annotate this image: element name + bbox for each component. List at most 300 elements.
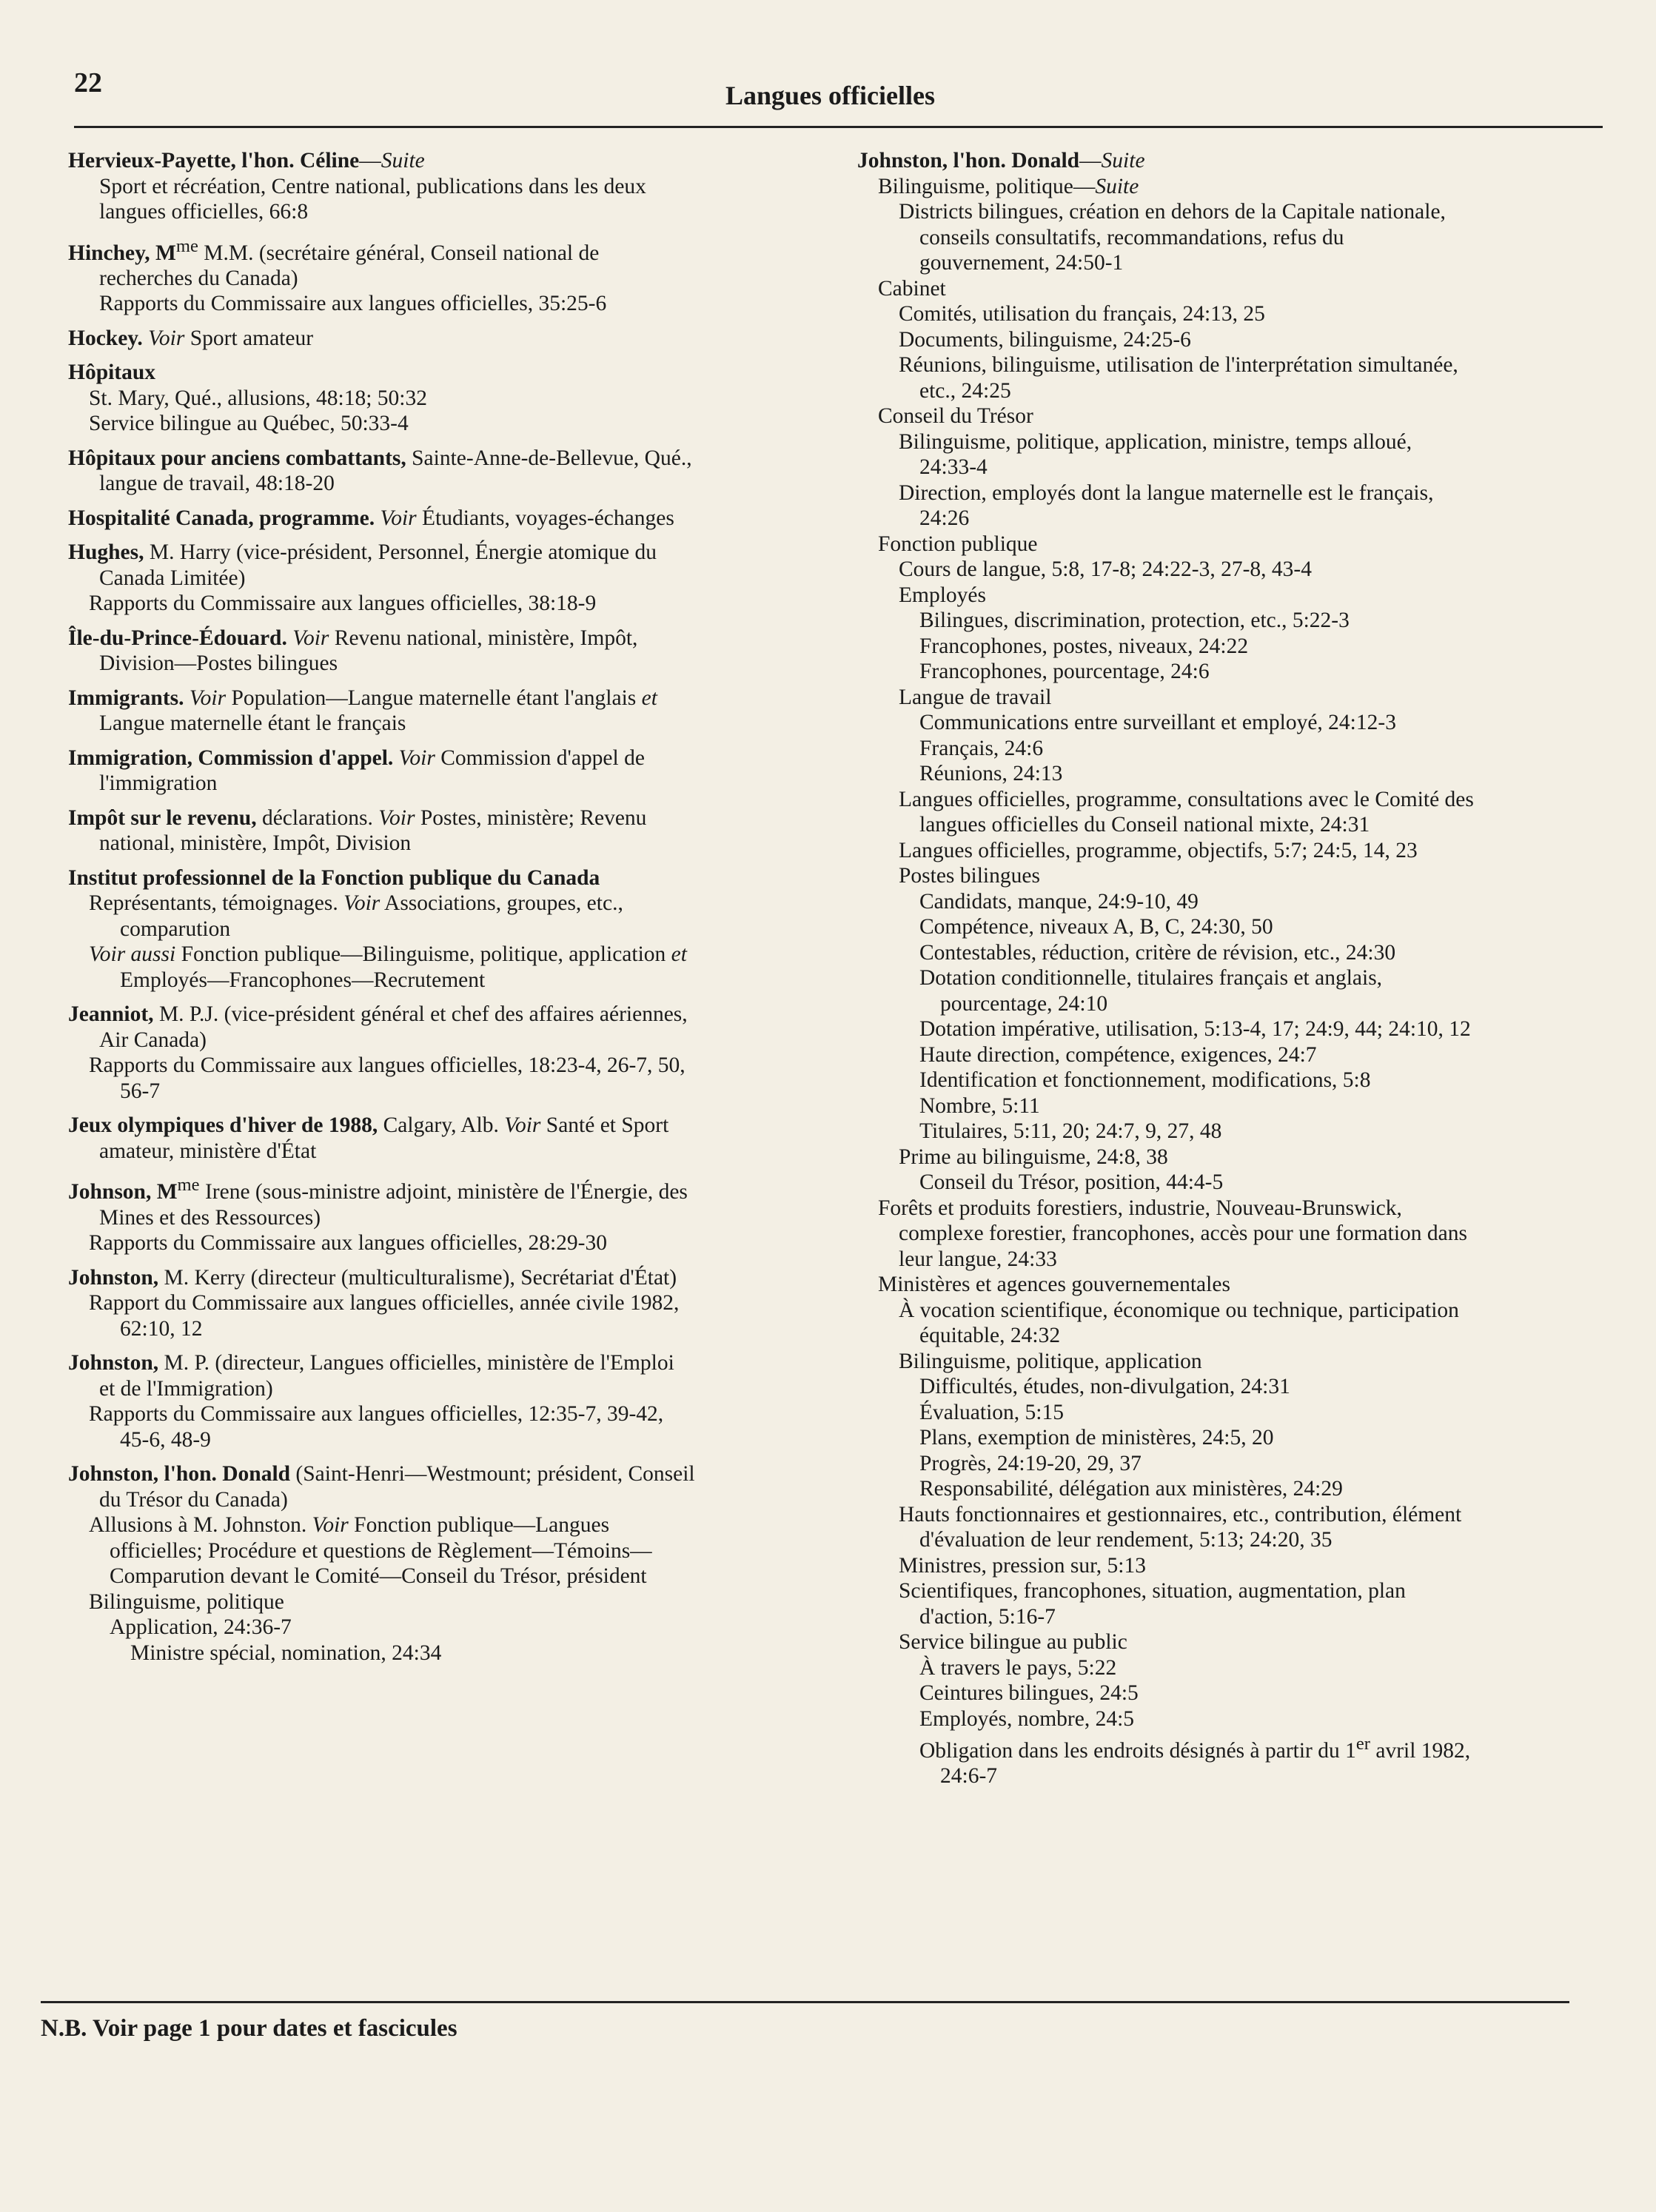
text-segment: Johnston, (68, 1351, 159, 1375)
text-segment: Division—Postes bilingues (99, 651, 338, 676)
text-segment: Contestables, réduction, critère de révision, etc., 24:30 (919, 940, 1396, 965)
index-heading-line (68, 626, 823, 651)
index-subentry-line (857, 1119, 1598, 1144)
index-column-left (68, 148, 823, 1675)
text-segment: Employés—Francophones—Recrutement (120, 968, 486, 992)
index-entry (68, 745, 823, 797)
text-segment: Bilinguisme, politique, application, ministre, temps alloué, (899, 429, 1412, 454)
text-segment: Dotation conditionnelle, titulaires français et anglais, (919, 966, 1383, 990)
text-segment: Hervieux-Payette, l'hon. Céline (68, 149, 360, 172)
index-subentry-line (857, 583, 1598, 609)
index-subentry-line (857, 991, 1598, 1017)
index-subentry-line (68, 266, 823, 292)
index-subentry-line (68, 1139, 823, 1164)
text-segment: Canada Limitée) (99, 566, 246, 590)
index-subentry-line (857, 1553, 1598, 1579)
text-segment: avril 1982, (1370, 1738, 1471, 1763)
text-segment: 24:33-4 (919, 455, 988, 479)
text-segment: Plans, exemption de ministères, 24:5, 20 (919, 1426, 1274, 1449)
index-subentry-line (68, 1376, 823, 1402)
text-segment: Hôpitaux (68, 361, 156, 385)
text-segment: Ceintures bilingues, 24:5 (919, 1681, 1139, 1705)
index-subentry-line (68, 1230, 823, 1256)
index-subentry-line (857, 1196, 1598, 1221)
text-segment: Voir (504, 1113, 541, 1138)
text-segment: 62:10, 12 (120, 1316, 203, 1341)
index-subentry-line (857, 1016, 1598, 1042)
text-segment: Responsabilité, délégation aux ministères, 24:29 (919, 1477, 1343, 1501)
index-subentry-line (857, 863, 1598, 889)
index-heading-line (68, 1350, 823, 1376)
index-entry (68, 446, 823, 497)
text-segment: M. Kerry (directeur (multiculturalisme), Secrétariat d'État) (158, 1265, 677, 1290)
index-heading-line (68, 506, 823, 532)
text-segment: 56-7 (120, 1079, 161, 1103)
text-segment: Réunions, 24:13 (919, 762, 1063, 785)
footer-note: N.B. Voir page 1 pour dates et fascicules (41, 2015, 457, 2042)
index-subentry-line (857, 1425, 1598, 1451)
index-entry (68, 865, 823, 993)
text-segment: Rapports du Commissaire aux langues officielles, 18:23-4, 26-7, 50, (89, 1053, 685, 1078)
index-entry (857, 148, 1598, 1789)
index-heading-line (68, 446, 823, 472)
index-subentry-line (68, 1290, 823, 1316)
text-segment: Rapports du Commissaire aux langues officielles, 38:18-9 (89, 591, 597, 616)
text-segment: Ministre spécial, nomination, 24:34 (130, 1640, 442, 1665)
text-segment: Hauts fonctionnaires et gestionnaires, etc., contribution, élément (899, 1502, 1462, 1526)
text-segment: Hospitalité Canada, programme. (68, 506, 381, 530)
text-segment: Johnston, (68, 1265, 159, 1290)
text-segment: équitable, 24:32 (919, 1324, 1061, 1347)
text-segment: Réunions, bilinguisme, utilisation de l'interprétation simultanée, (899, 353, 1458, 377)
text-segment: Immigration, Commission d'appel. (68, 745, 399, 770)
text-segment: Employés (899, 583, 986, 607)
text-segment: Hinchey, M (68, 241, 176, 265)
index-subentry-line (857, 1170, 1598, 1196)
index-subentry-line (857, 710, 1598, 736)
text-segment: Immigrants. (68, 686, 190, 710)
text-segment: comparution (120, 916, 231, 941)
text-segment: Rapports du Commissaire aux langues officielles, 35:25-6 (99, 292, 607, 316)
index-subentry-line (68, 968, 823, 993)
text-segment: Cours de langue, 5:8, 17-8; 24:22-3, 27-8, 43-4 (899, 557, 1312, 581)
text-segment: Johnson, M (68, 1180, 178, 1204)
text-segment: Conseil du Trésor (878, 404, 1033, 428)
index-subentry-line (857, 403, 1598, 429)
text-segment: Documents, bilinguisme, 24:25-6 (899, 327, 1191, 352)
index-subentry-line (68, 942, 823, 968)
text-segment: Johnston, l'hon. Donald (68, 1462, 291, 1487)
index-heading-line (68, 1173, 823, 1204)
index-subentry-line (857, 199, 1598, 225)
text-segment: M. P. (directeur, Langues officielles, ministère de l'Emploi (158, 1351, 674, 1375)
text-segment: officielles; Procédure et questions de Règlement—Témoins— (110, 1538, 652, 1563)
index-subentry-line (68, 891, 823, 916)
index-subentry-line (857, 685, 1598, 711)
text-segment: Bilingues, discrimination, protection, etc., 5:22-3 (919, 609, 1350, 632)
text-segment: Candidats, manque, 24:9-10, 49 (919, 889, 1199, 914)
text-segment: Cabinet (878, 276, 946, 301)
index-heading-line (857, 148, 1598, 174)
text-segment: gouvernement, 24:50-1 (919, 251, 1124, 275)
text-segment: et (671, 942, 687, 967)
index-subentry-line (857, 225, 1598, 251)
index-subentry-line (68, 1401, 823, 1427)
index-subentry-line (68, 1316, 823, 1342)
text-segment: Jeanniot, (68, 1002, 154, 1027)
index-subentry-line (68, 566, 823, 591)
text-segment: Service bilingue au public (899, 1630, 1127, 1654)
index-subentry-line (68, 199, 823, 225)
index-entry (68, 1173, 823, 1256)
index-entry (68, 1265, 823, 1342)
index-heading-line (68, 326, 823, 352)
text-segment: langue de travail, 48:18-20 (99, 472, 335, 496)
index-subentry-line (857, 1655, 1598, 1681)
index-heading-line (68, 148, 823, 174)
text-segment: Compétence, niveaux A, B, C, 24:30, 50 (919, 915, 1273, 939)
index-entry (68, 540, 823, 617)
text-segment: Titulaires, 5:11, 20; 24:7, 9, 27, 48 (919, 1119, 1222, 1143)
text-segment: Suite (1101, 149, 1145, 172)
text-segment: Langue maternelle étant le français (99, 711, 406, 736)
text-segment: Communications entre surveillant et employé, 24:12-3 (919, 711, 1396, 734)
text-segment: Voir (312, 1513, 349, 1538)
text-segment: Langue de travail (899, 685, 1052, 709)
index-subentry-line (857, 659, 1598, 685)
text-segment: Fonction publique (878, 532, 1038, 556)
index-subentry-line (857, 1247, 1598, 1273)
text-segment: Ministres, pression sur, 5:13 (899, 1553, 1146, 1578)
text-segment: Francophones, postes, niveaux, 24:22 (919, 634, 1249, 658)
text-segment: M.M. (secrétaire général, Conseil national de (198, 241, 600, 265)
text-segment: Direction, employés dont la langue maternelle est le français, (899, 480, 1434, 505)
index-entry (68, 686, 823, 737)
text-segment: — (1079, 149, 1102, 172)
text-segment: Postes, ministère; Revenu (415, 805, 647, 830)
index-subentry-line (857, 532, 1598, 557)
index-subentry-line (68, 174, 823, 200)
text-segment: etc., 24:25 (919, 378, 1011, 403)
index-subentry-line (857, 914, 1598, 940)
index-subentry-line (857, 557, 1598, 583)
index-subentry-line (857, 1476, 1598, 1502)
index-subentry-line (68, 1028, 823, 1053)
text-segment: Comparution devant le Comité—Conseil du Trésor, président (110, 1564, 647, 1589)
index-subentry-line (857, 940, 1598, 966)
index-subentry-line (68, 771, 823, 797)
index-heading-line (68, 1461, 823, 1487)
text-segment: — (359, 149, 381, 172)
index-subentry-line (68, 1615, 823, 1640)
text-segment: Français, 24:6 (919, 736, 1044, 760)
text-segment: Identification et fonctionnement, modifications, 5:8 (919, 1068, 1371, 1092)
text-segment: Bilinguisme, politique (89, 1589, 284, 1614)
index-column-right (857, 148, 1598, 1798)
text-segment: Obligation dans les endroits désignés à partir du 1 (919, 1738, 1356, 1763)
index-entry (68, 148, 823, 225)
text-segment: Application, 24:36-7 (110, 1615, 292, 1640)
text-segment: Langues officielles, programme, objectifs, 5:7; 24:5, 14, 23 (899, 838, 1418, 862)
index-subentry-line (857, 174, 1598, 200)
text-segment: me (177, 1175, 200, 1196)
text-segment: Nombre, 5:11 (919, 1093, 1040, 1118)
text-segment: Dotation impérative, utilisation, 5:13-4, 17; 24:9, 44; 24:10, 12 (919, 1017, 1471, 1041)
text-segment: national, ministère, Impôt, Division (99, 831, 412, 856)
index-entry (68, 805, 823, 857)
index-subentry-line (857, 1578, 1598, 1604)
text-segment: Rapport du Commissaire aux langues officielles, année civile 1982, (89, 1291, 680, 1316)
text-segment: Commission d'appel de (435, 745, 645, 770)
index-heading-line (68, 745, 823, 771)
text-segment: Hockey. (68, 326, 149, 350)
text-segment: Air Canada) (99, 1028, 207, 1052)
index-subentry-line (857, 787, 1598, 813)
text-segment: St. Mary, Qué., allusions, 48:18; 50:32 (89, 386, 427, 410)
index-subentry-line (857, 1068, 1598, 1093)
index-subentry-line (857, 812, 1598, 838)
text-segment: Conseil du Trésor, position, 44:4-5 (919, 1170, 1224, 1194)
text-segment: et de l'Immigration) (99, 1376, 273, 1401)
text-segment: complexe forestier, francophones, accès pour une formation dans (899, 1221, 1467, 1245)
text-segment: Langues officielles, programme, consultations avec le Comité des (899, 787, 1474, 811)
text-segment: Suite (381, 149, 425, 172)
page-header (74, 67, 1603, 126)
index-entry (68, 1113, 823, 1164)
text-segment: Sainte-Anne-de-Bellevue, Qué., (406, 446, 692, 470)
text-segment: Voir (398, 745, 435, 770)
index-subentry-line (857, 1349, 1598, 1375)
index-heading-line (68, 1002, 823, 1028)
index-subentry-line (68, 1053, 823, 1079)
text-segment: Forêts et produits forestiers, industrie, Nouveau-Brunswick, (878, 1196, 1402, 1220)
index-subentry-line (857, 761, 1598, 787)
text-segment: Mines et des Ressources) (99, 1205, 321, 1230)
index-subentry-line (857, 327, 1598, 353)
index-subentry-line (68, 386, 823, 412)
index-subentry-line (857, 889, 1598, 915)
text-segment: Difficultés, études, non-divulgation, 24:31 (919, 1375, 1290, 1398)
header-rule (74, 126, 1603, 128)
index-subentry-line (857, 1680, 1598, 1706)
text-segment: Bilinguisme, politique— (878, 174, 1096, 198)
text-segment: (Saint-Henri—Westmount; président, Conseil (290, 1462, 695, 1487)
page-number: 22 (74, 67, 102, 98)
text-segment: Irene (sous-ministre adjoint, ministère de l'Énergie, des (199, 1180, 688, 1204)
index-subentry-line (68, 411, 823, 437)
index-subentry-line (857, 736, 1598, 762)
text-segment: Suite (1095, 174, 1139, 198)
index-subentry-line (857, 1527, 1598, 1553)
index-subentry-line (857, 838, 1598, 864)
index-subentry-line (857, 1629, 1598, 1655)
index-heading-line (68, 1113, 823, 1139)
index-subentry-line (857, 1502, 1598, 1528)
text-segment: 45-6, 48-9 (120, 1427, 211, 1452)
index-subentry-line (68, 831, 823, 857)
text-segment: Évaluation, 5:15 (919, 1400, 1064, 1424)
index-subentry-line (857, 1093, 1598, 1119)
text-segment: déclarations. (256, 805, 379, 830)
text-segment: Hôpitaux pour anciens combattants, (68, 446, 406, 470)
index-subentry-line (857, 1144, 1598, 1170)
text-segment: Comités, utilisation du français, 24:13, 25 (899, 302, 1265, 326)
text-segment: Hughes, (68, 540, 144, 565)
text-segment: Santé et Sport (540, 1113, 669, 1138)
index-subentry-line (857, 1451, 1598, 1477)
index-subentry-line (857, 1763, 1598, 1789)
index-heading-line (68, 540, 823, 566)
text-segment: Ministères et agences gouvernementales (878, 1273, 1230, 1296)
text-segment: Rapports du Commissaire aux langues officielles, 28:29-30 (89, 1231, 607, 1256)
index-subentry-line (68, 471, 823, 497)
text-segment: Voir (292, 626, 329, 650)
index-entry (68, 360, 823, 437)
text-segment: Fonction publique—Bilinguisme, politique, application (175, 942, 671, 967)
index-entry (68, 506, 823, 532)
text-segment: Districts bilingues, création en dehors de la Capitale nationale, (899, 200, 1446, 224)
index-subentry-line (857, 1732, 1598, 1763)
text-segment: Rapports du Commissaire aux langues officielles, 12:35-7, 39-42, (89, 1402, 664, 1427)
index-subentry-line (857, 1706, 1598, 1732)
text-segment: Voir (343, 891, 381, 916)
text-segment: Johnston, l'hon. Donald (857, 149, 1080, 172)
index-subentry-line (857, 1323, 1598, 1349)
text-segment: Sport amateur (184, 326, 314, 350)
text-segment: Population—Langue maternelle étant l'anglais (226, 686, 642, 710)
index-subentry-line (68, 711, 823, 737)
index-subentry-line (857, 1221, 1598, 1247)
index-subentry-line (857, 1374, 1598, 1400)
index-entry (68, 326, 823, 352)
index-heading-line (68, 234, 823, 266)
text-segment: l'immigration (99, 771, 218, 796)
text-segment: Employés, nombre, 24:5 (919, 1706, 1135, 1731)
index-subentry-line (857, 1042, 1598, 1068)
index-entry (68, 1002, 823, 1104)
text-segment: Étudiants, voyages-échanges (416, 506, 674, 530)
index-subentry-line (857, 250, 1598, 276)
index-subentry-line (68, 591, 823, 617)
index-entry (68, 1461, 823, 1666)
index-subentry-line (857, 301, 1598, 327)
index-subentry-line (857, 1400, 1598, 1426)
running-title: Langues officielles (725, 81, 935, 110)
text-segment: Fonction publique—Langues (348, 1513, 610, 1538)
text-segment: Impôt sur le revenu, (68, 805, 257, 830)
index-subentry-line (857, 455, 1598, 480)
text-segment: du Trésor du Canada) (99, 1487, 288, 1512)
index-subentry-line (857, 965, 1598, 991)
text-segment: Prime au bilinguisme, 24:8, 38 (899, 1144, 1168, 1169)
index-subentry-line (68, 1079, 823, 1105)
text-segment: 24:26 (919, 506, 970, 530)
text-segment: Île-du-Prince-Édouard. (68, 626, 293, 650)
index-heading-line (68, 1265, 823, 1291)
index-subentry-line (68, 1427, 823, 1453)
text-segment: Associations, groupes, etc., (380, 891, 623, 916)
text-segment: Allusions à M. Johnston. (89, 1513, 312, 1538)
index-subentry-line (857, 429, 1598, 455)
text-segment: Progrès, 24:19-20, 29, 37 (919, 1451, 1142, 1475)
index-subentry-line (68, 1538, 823, 1564)
text-segment: Voir aussi (89, 942, 176, 967)
index-subentry-line (68, 1205, 823, 1231)
text-segment: À vocation scientifique, économique ou technique, participation (899, 1298, 1459, 1322)
index-subentry-line (68, 1512, 823, 1538)
index-subentry-line (68, 1589, 823, 1615)
index-heading-line (68, 686, 823, 711)
text-segment: Francophones, pourcentage, 24:6 (919, 660, 1210, 683)
index-heading-line (68, 360, 823, 386)
index-subentry-line (68, 916, 823, 942)
index-entry (68, 626, 823, 677)
index-subentry-line (857, 1298, 1598, 1324)
text-segment: Service bilingue au Québec, 50:33-4 (89, 412, 409, 436)
index-subentry-line (857, 1272, 1598, 1298)
text-segment: amateur, ministère d'État (99, 1139, 317, 1163)
text-segment: et (641, 686, 657, 710)
index-subentry-line (857, 608, 1598, 634)
text-segment: Jeux olympiques d'hiver de 1988, (68, 1113, 378, 1138)
text-segment: recherches du Canada) (99, 266, 298, 290)
text-segment: Voir (148, 326, 185, 350)
text-segment: Postes bilingues (899, 864, 1040, 888)
index-subentry-line (68, 291, 823, 317)
text-segment: Voir (380, 506, 417, 530)
text-segment: langues officielles, 66:8 (99, 200, 309, 224)
text-segment: Voir (378, 805, 415, 830)
text-segment: leur langue, 24:33 (899, 1247, 1057, 1271)
text-segment: Haute direction, compétence, exigences, 24:7 (919, 1042, 1317, 1067)
index-entry (68, 1350, 823, 1452)
text-segment: Revenu national, ministère, Impôt, (329, 626, 638, 650)
text-segment: M. Harry (vice-président, Personnel, Énergie atomique du (144, 540, 657, 565)
text-segment: M. P.J. (vice-président général et chef des affaires aériennes, (153, 1002, 688, 1027)
text-segment: d'évaluation de leur rendement, 5:13; 24:20, 35 (919, 1528, 1332, 1552)
text-segment: À travers le pays, 5:22 (919, 1655, 1117, 1680)
index-heading-line (68, 805, 823, 831)
index-subentry-line (857, 480, 1598, 506)
text-segment: Calgary, Alb. (378, 1113, 505, 1138)
text-segment: Bilinguisme, politique, application (899, 1349, 1202, 1373)
index-subentry-line (68, 1564, 823, 1589)
index-subentry-line (857, 506, 1598, 532)
index-subentry-line (68, 1487, 823, 1513)
index-subentry-line (68, 1640, 823, 1666)
text-segment: Institut professionnel de la Fonction publique du Canada (68, 865, 600, 890)
text-segment: pourcentage, 24:10 (940, 991, 1108, 1016)
index-subentry-line (68, 651, 823, 677)
text-segment: Scientifiques, francophones, situation, augmentation, plan (899, 1579, 1406, 1603)
text-segment: conseils consultatifs, recommandations, refus du (919, 225, 1344, 249)
text-segment: Sport et récréation, Centre national, publications dans les deux (99, 174, 646, 198)
index-subentry-line (857, 352, 1598, 378)
text-segment: Représentants, témoignages. (89, 891, 344, 916)
text-segment: Voir (189, 686, 227, 710)
footer-rule (41, 2001, 1569, 2003)
index-subentry-line (857, 378, 1598, 404)
index-subentry-line (857, 634, 1598, 660)
text-segment: me (175, 235, 198, 256)
index-subentry-line (857, 276, 1598, 302)
text-segment: langues officielles du Conseil national mixte, 24:31 (919, 813, 1370, 837)
text-segment: 24:6-7 (940, 1764, 998, 1789)
text-segment: er (1355, 1734, 1370, 1754)
index-subentry-line (857, 1604, 1598, 1630)
index-heading-line (68, 865, 823, 891)
text-segment: d'action, 5:16-7 (919, 1604, 1056, 1629)
